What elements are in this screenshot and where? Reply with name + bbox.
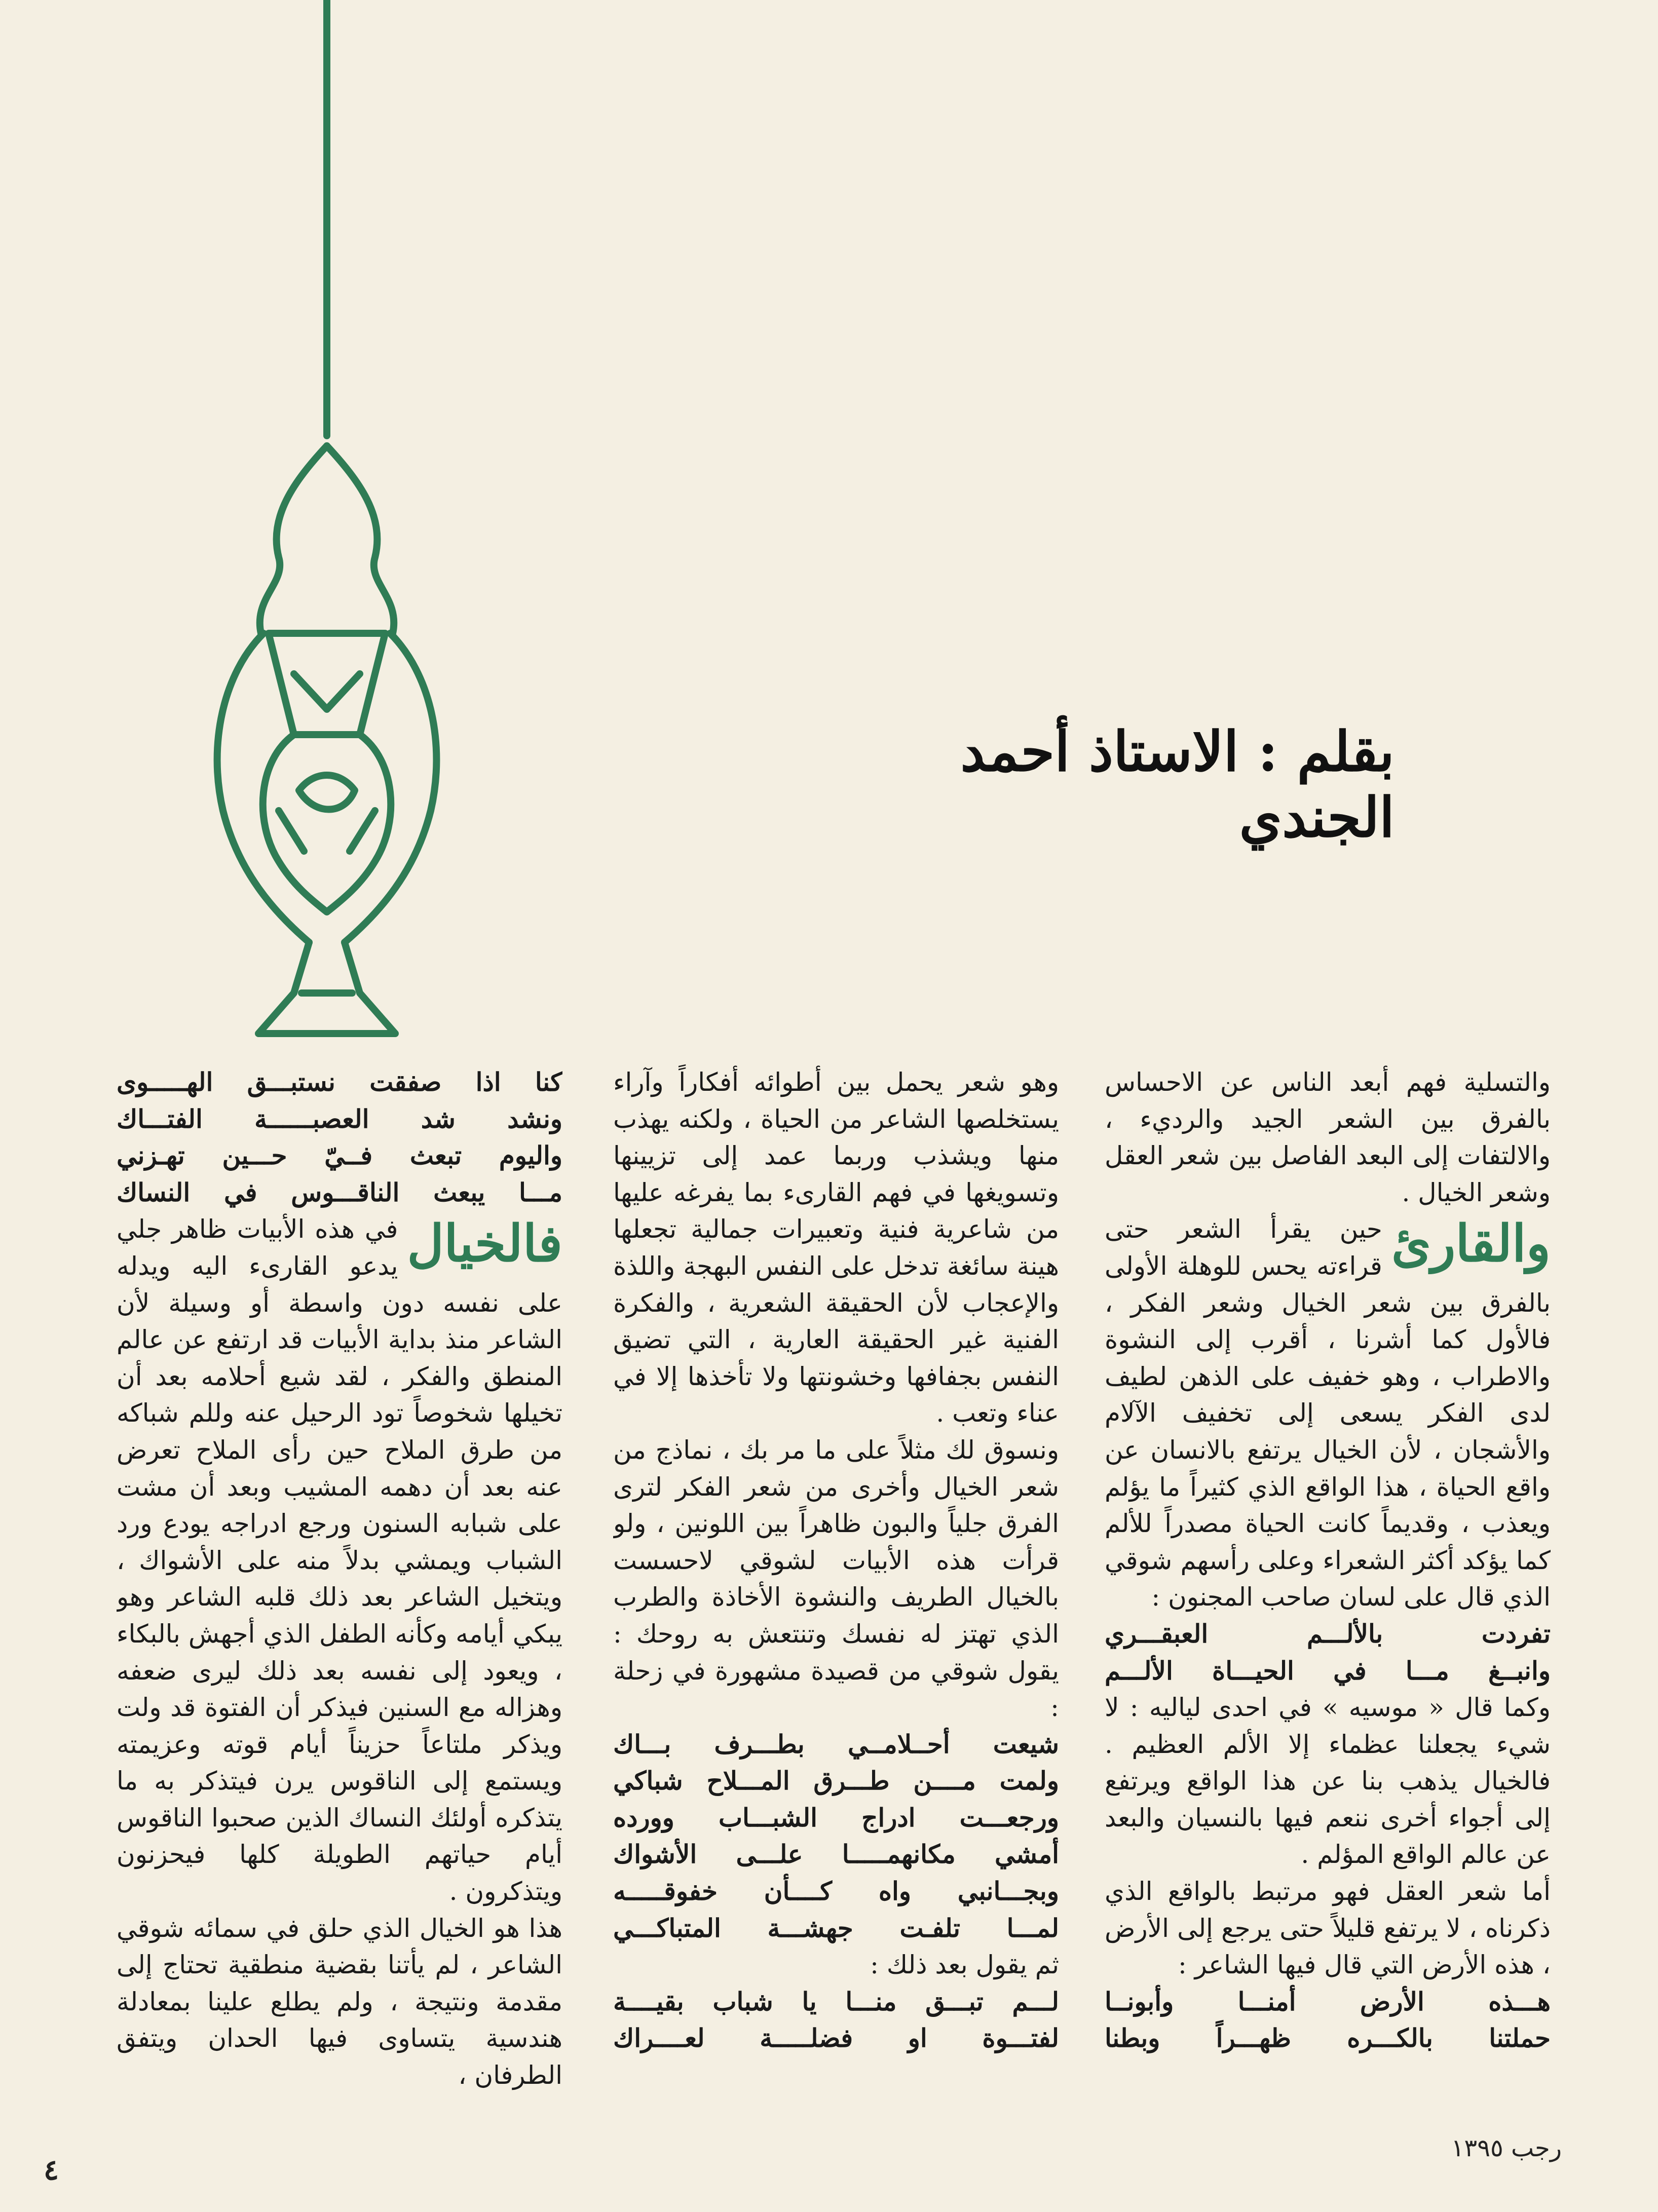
paragraph-text: حين يقرأ الشعر حتى قراءته يحس للوهلة الأولى بالفرق بين شعر الخيال وشعر الفكر ، فالأول كما أشرنا ، أقرب إلى النشوة والاطراب ، وهو خفيف على الذهن لطيف لدى الفكر يسعى إلى تخفيف الآلام والأشجان ، لأن الخيال يرتفع بالانسان عن واقع الحياة ، هذا الواقع الذي كثيراً ما يؤلم ويعذب ، وقديماً كانت الحياة مصدراً للألم كما يؤكد أكثر الشعراء وعلى رأسهم شوقي الذي قال على لسان صاحب المجنون : — [1105, 1214, 1551, 1612]
paragraph — [117, 1211, 562, 1910]
poem-verse: أمشي مكانهمـــــا علـــى الأشواك — [613, 1839, 1059, 1870]
paragraph: والتسلية فهم أبعد الناس عن الاحساس بالفرق بين الشعر الجيد والرديء ، والالتفات إلى البعد الفاصل بين شعر العقل وشعر الخيال . — [1105, 1067, 1551, 1207]
paragraph: ونسوق لك مثلاً على ما مر بك ، نماذج من شعر الخيال وأخرى من شعر الفكر لترى الفرق جلياً والبون ظاهراً بين اللونين ، ولو قرأت هذه الأبيات لشوقي لاحسست بالخيال الطريف والنشوة الأخاذة والطرب الذي تهتز له نفسك وتنتعش به روحك : يقول شوقي من قصيدة مشهورة في زحلة : — [613, 1435, 1059, 1723]
poem-verse: مـــا يبعث الناقـــوس في النساك — [117, 1177, 562, 1207]
poem-verse: لفتـــوة او فضلـــــة لعــــراك — [613, 2023, 1059, 2053]
poem-verse: ورجعـــت ادراج الشبـــاب وورده — [613, 1802, 1059, 1833]
paragraph: وكما قال « موسيه » في احدى لياليه : لا شيء يجعلنا عظماء إلا الألم العظيم . فالخيال يذهب بنا عن هذا الواقع ويرتفع إلى أجواء أخرى ننعم فيها بالنسيان والبعد عن عالم الواقع المؤلم . — [1105, 1693, 1551, 1870]
poem-verse: تفردت بالألـــم العبقـــري — [1105, 1618, 1551, 1649]
article-column-middle — [613, 1064, 1059, 2128]
paragraph — [1105, 1211, 1551, 1616]
poem-verse: كنا اذا صفقت نستبـــق الهـــــوى — [117, 1067, 562, 1097]
article-column-left — [117, 1064, 562, 2128]
poem-verse: ونشد شد العصبــــــة الفتـــاك — [117, 1103, 562, 1134]
lead-word: والقارئ — [1391, 1213, 1551, 1274]
page-number: ٤ — [44, 2153, 59, 2187]
poem-verse: وبجـــانبي واه كــــأن خفوقـــــه — [613, 1876, 1059, 1906]
article-column-right — [1105, 1064, 1551, 2128]
lead-word: فالخيال — [407, 1213, 562, 1274]
poem-verse: ولمت مــــن طـــرق المـــلاح شباكي — [613, 1766, 1059, 1796]
paragraph: ثم يقول بعد ذلك : — [870, 1950, 1059, 1980]
paragraph: أما شعر العقل فهو مرتبط بالواقع الذي ذكرناه ، لا يرتفع قليلاً حتى يرجع إلى الأرض ، هذه الأرض التي قال فيها الشاعر : — [1105, 1877, 1551, 1980]
poem-verse: شيعت أحــلامــي بطـــرف بـــاك — [613, 1729, 1059, 1759]
paragraph-text: في هذه الأبيات ظاهر جلي يدعو القارىء اليه ويدله على نفسه دون واسطة أو وسيلة لأن الشاعر منذ بداية الأبيات قد ارتفع عن عالم المنطق والفكر ، لقد شيع أحلامه بعد أن تخيلها شخوصاً تود الرحيل عنه وللم شباكه من طرق الملاح حين رأى الملاح تعرض عنه بعد أن دهمه المشيب وبعد أن مشت على شبابه السنون ورجع ادراجه يودع ورد الشباب ويمشي بدلاً منه على الأشواك ، ويتخيل الشاعر بعد ذلك قلبه الشاعر وهو يبكي أيامه وكأنه الطفل الذي أجهش بالبكاء ، ويعود إلى نفسه بعد ذلك ليرى ضعفه وهزاله مع السنين فيذكر أن الفتوة قد ولت ويذكر ملتاعاً حزيناً أيام قوته وعزيمته ويستمع إلى الناقوس يرن فيتذكر به ما يتذكره أولئك النساك الذين صحبوا الناقوس أيام حياتهم الطويلة كلها فيحزنون ويتذكرون . — [117, 1214, 562, 1906]
issue-date: رجب ١٣٩٥ — [1451, 2134, 1562, 2162]
poem-verse: لـــم تبـــق منـــا يا شباب بقيــــة — [613, 1986, 1059, 2016]
byline: بقلم : الاستاذ أحمد الجندي — [960, 720, 1395, 850]
poem-verse: حملتنا بالكـــره ظهـــراً وبطنا — [1105, 2023, 1551, 2053]
poem-verse: هـــذه الأرض أمنـــا وأبونــا — [1105, 1986, 1551, 2016]
paragraph: وهو شعر يحمل بين أطوائه أفكاراً وآراء يستخلصها الشاعر من الحياة ، ولكنه يهذب منها ويشذب وربما عمد إلى تزيينها وتسويغها في فهم القارىء بما يفرغه عليها من شاعرية فنية وتعبيرات جمالية تجعلها هينة سائغة تدخل على النفس البهجة واللذة والإعجاب لأن الحقيقة الشعرية ، والفكرة الفنية غير الحقيقة العارية ، التي تضيق النفس بجفافها وخشونتها ولا تأخذها إلا في عناء وتعب . — [613, 1067, 1059, 1428]
poem-verse: واليوم تبعث فــيّ حـــين تهـزني — [117, 1140, 562, 1171]
poem-verse: وانبــغ مـــا في الحيـــاة الألـــم — [1105, 1655, 1551, 1686]
lamp-ornament-icon — [193, 0, 476, 1054]
paragraph: هذا هو الخيال الذي حلق في سمائه شوقي الشاعر ، لم يأتنا بقضية منطقية تحتاج إلى مقدمة ونتيجة ، ولم يطلع علينا بمعادلة هندسية يتساوى فيها الحدان ويتفق الطرفان ، — [117, 1913, 562, 2090]
poem-verse: لمـــا تلفـت جهشـــة المتباكـــي — [613, 1913, 1059, 1943]
